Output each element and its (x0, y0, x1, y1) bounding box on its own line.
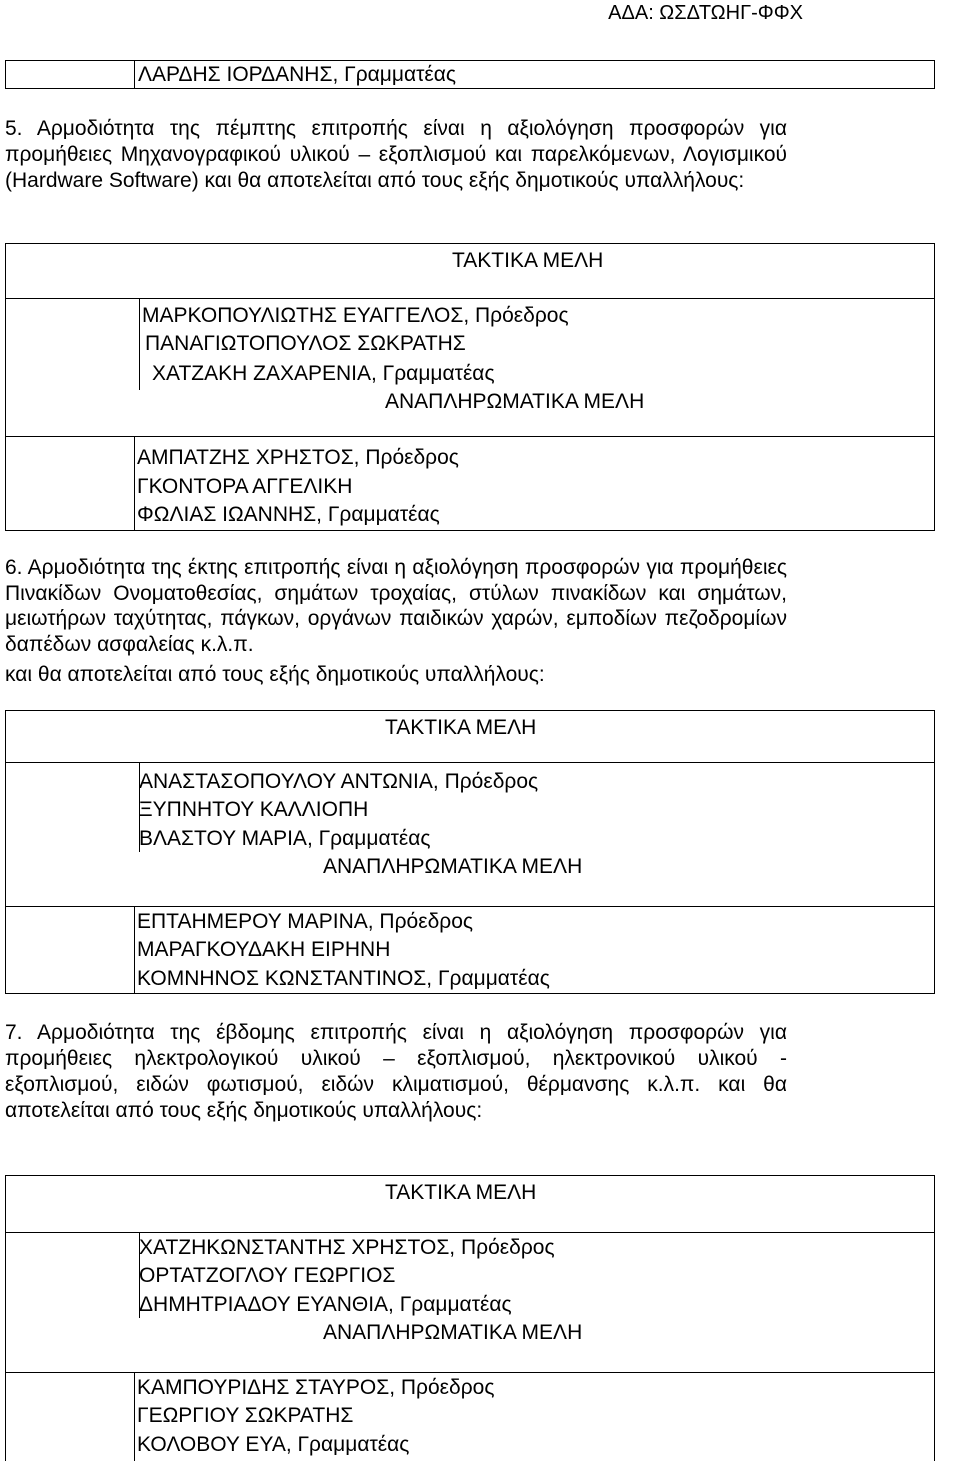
section5-regular-member: ΜΑΡΚΟΠΟΥΛΙΩΤΗΣ ΕΥΑΓΓΕΛΟΣ, Πρόεδρος (142, 304, 569, 327)
section5-alternate-member: ΓΚΟΝΤΟΡΑ ΑΓΓΕΛΙΚΗ (137, 475, 353, 498)
section7-regular-member: ΧΑΤΖΗΚΩΝΣΤΑΝΤΗΣ ΧΡΗΣΤΟΣ, Πρόεδρος (139, 1236, 555, 1259)
table-border-inner (139, 298, 140, 390)
section7-alternate-member: ΚΑΜΠΟΥΡΙΔΗΣ ΣΤΑΥΡΟΣ, Πρόεδρος (137, 1376, 495, 1399)
table-border-bottom (5, 993, 935, 994)
table-border-top (5, 243, 935, 244)
section6-alternate-member: ΚΟΜΝΗΝΟΣ ΚΩΝΣΤΑΝΤΙΝΟΣ, Γραμματέας (137, 967, 550, 990)
section7-alternate-heading: ΑΝΑΠΛΗΡΩΜΑΤΙΚΑ ΜΕΛΗ (323, 1321, 583, 1344)
section6-alternate-member: ΕΠΤΑΗΜΕΡΟΥ ΜΑΡΙΝΑ, Πρόεδρος (137, 910, 474, 933)
section6-regular-heading: ΤΑΚΤΙΚΑ ΜΕΛΗ (385, 716, 537, 739)
table-row-divider (5, 436, 935, 437)
table-border-top (5, 1175, 935, 1176)
ada-code: ΑΔΑ: ΩΣΔΤΩΗΓ-ΦΦΧ (608, 2, 803, 24)
table-border-left (5, 710, 6, 994)
table-border-right (934, 243, 935, 531)
table-border-top (5, 710, 935, 711)
section6-paragraph-tail: και θα αποτελείται από τους εξής δημοτικούς υπαλλήλους: (5, 663, 545, 686)
section7-regular-heading: ΤΑΚΤΙΚΑ ΜΕΛΗ (385, 1181, 537, 1204)
section5-regular-heading: ΤΑΚΤΙΚΑ ΜΕΛΗ (452, 249, 604, 272)
section5-paragraph: 5. Αρμοδιότητα της πέμπτης επιτροπής είναι η αξιολόγηση προσφορών για προμήθειες Μηχανογραφικού υλικού – εξοπλισμού και παρελκόμενων, Λογισμικού (Hardware Software) και θα αποτελείται από τους εξής δημοτικούς υπαλλήλους: (5, 117, 787, 192)
table-row-divider (5, 1372, 935, 1373)
section7-alternate-member: ΓΕΩΡΓΙΟΥ ΣΩΚΡΑΤΗΣ (137, 1404, 354, 1427)
section7-alternate-member: ΚΟΛΟΒΟΥ ΕΥΑ, Γραμματέας (137, 1433, 410, 1456)
section5-alternate-member: ΦΩΛΙΑΣ ΙΩΑΝΝΗΣ, Γραμματέας (137, 503, 440, 526)
table-border-left (5, 243, 6, 531)
section6-regular-member: ΑΝΑΣΤΑΣΟΠΟΥΛΟΥ ΑΝΤΩΝΙΑ, Πρόεδρος (139, 770, 539, 793)
table-border-left (5, 1175, 6, 1461)
table-row-divider (5, 906, 935, 907)
section6-regular-member: ΞΥΠΝΗΤΟΥ ΚΑΛΛΙΟΠΗ (139, 798, 369, 821)
section7-regular-member: ΟΡΤΑΤΖΟΓΛΟΥ ΓΕΩΡΓΙΟΣ (139, 1264, 396, 1287)
table-border-right (934, 60, 935, 89)
table-row-divider (5, 298, 935, 299)
table-border-inner (134, 1372, 135, 1461)
top-table-secretary: ΛΑΡΔΗΣ ΙΟΡΔΑΝΗΣ, Γραμματέας (138, 63, 457, 86)
section6-alternate-heading: ΑΝΑΠΛΗΡΩΜΑΤΙΚΑ ΜΕΛΗ (323, 855, 583, 878)
section5-alternate-member: ΑΜΠΑΤΖΗΣ ΧΡΗΣΤΟΣ, Πρόεδρος (137, 446, 459, 469)
table-border-bottom (5, 88, 935, 89)
section7-regular-member: ΔΗΜΗΤΡΙΑΔΟΥ ΕΥΑΝΘΙΑ, Γραμματέας (139, 1293, 512, 1316)
section6-alternate-member: ΜΑΡΑΓΚΟΥΔΑΚΗ ΕΙΡΗΝΗ (137, 938, 391, 961)
section5-regular-member: ΧΑΤΖΑΚΗ ΖΑΧΑΡΕΝΙΑ, Γραμματέας (152, 362, 495, 385)
table-row-divider (5, 762, 935, 763)
table-border-right (934, 710, 935, 994)
section6-paragraph: 6. Αρμοδιότητα της έκτης επιτροπής είναι η αξιολόγηση προσφορών για προμήθειες Πινακίδων Ονοματοθεσίας, σημάτων τροχαίας, στύλων πινακίδων και σημάτων, μειωτήρων ταχύτητας, πάγκων, οργάνων παιδικών χαρών, εμποδίων πεζοδρομίων δαπέδων ασφαλείας κ.λ.π. (5, 556, 787, 656)
section7-paragraph: 7. Αρμοδιότητα της έβδομης επιτροπής είναι η αξιολόγηση προσφορών για προμήθειες ηλεκτρολογικού υλικού – εξοπλισμού, ηλεκτρονικού υλικού - εξοπλισμού, ειδών φωτισμού, ειδών κλιματισμού, θέρμανσης κ.λ.π. και θα αποτελείται από τους εξής δημοτικούς υπαλλήλους: (5, 1021, 787, 1122)
table-border-right (934, 1175, 935, 1461)
table-row-divider (5, 1232, 935, 1233)
table-border-inner (134, 906, 135, 994)
section5-regular-member: ΠΑΝΑΓΙΩΤΟΠΟΥΛΟΣ ΣΩΚΡΑΤΗΣ (145, 332, 466, 355)
section6-regular-member: ΒΛΑΣΤΟΥ ΜΑΡΙΑ, Γραμματέας (139, 827, 431, 850)
table-border-bottom (5, 530, 935, 531)
table-border-top (5, 60, 935, 61)
table-border-inner (134, 436, 135, 531)
table-border-inner (134, 60, 135, 89)
section5-alternate-heading: ΑΝΑΠΛΗΡΩΜΑΤΙΚΑ ΜΕΛΗ (385, 390, 645, 413)
table-border-left (5, 60, 6, 89)
